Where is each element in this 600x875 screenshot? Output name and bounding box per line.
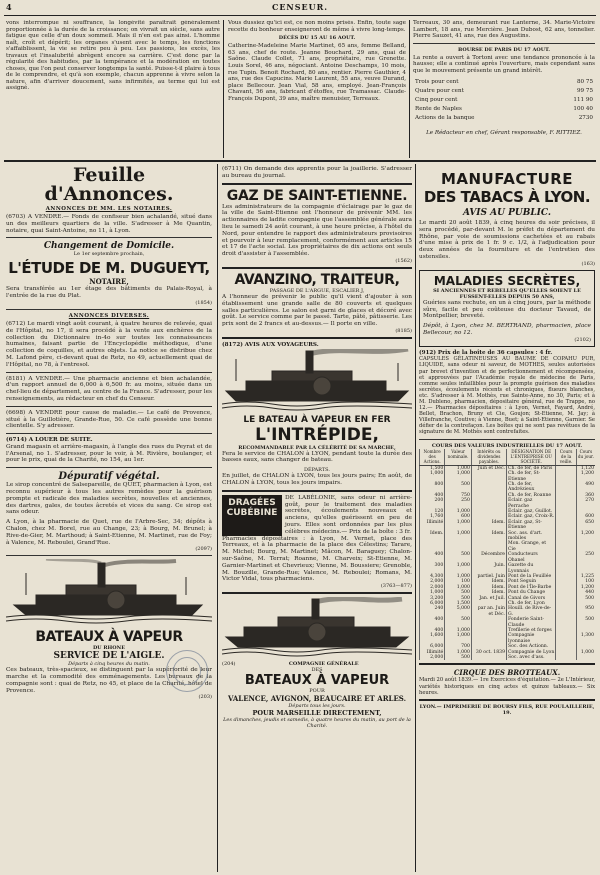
manufacture-title: MANUFACTURE <box>440 170 574 188</box>
column-rule <box>409 20 410 158</box>
table-cell: Pont Seguin <box>507 579 556 584</box>
table-cell <box>556 541 576 552</box>
table-cell: 1,000 <box>445 633 472 644</box>
table-cell <box>445 541 472 552</box>
maladies-text: Guéries sans rechute, en un à cinq jours, par la méthode sûre, facile et peu coûteuse du docteur Tavaud, de Montpellier, breveté. <box>423 299 591 320</box>
table-cell: Idem. <box>471 585 506 590</box>
table-cell: 500 <box>445 617 472 628</box>
change-domicile-date: Le 1er septembre prochain, <box>73 251 145 258</box>
table-cell: 500 <box>445 482 472 493</box>
rate-label: Rente de Naples <box>415 105 462 112</box>
announcements-title: Feuille d'Annonces. <box>44 166 174 205</box>
table-cell: Pont de l'Île-Barbe <box>507 585 556 590</box>
table-cell: 500 <box>445 552 472 563</box>
table-cell: 750 <box>445 493 472 498</box>
table-cell: 400 <box>420 493 445 498</box>
table-cell: Illimité <box>420 520 445 531</box>
rate-row <box>415 79 593 86</box>
table-row <box>420 498 596 509</box>
table-cell: 1,000 <box>576 650 595 655</box>
table-cell <box>556 617 576 628</box>
table-cell: Idem. <box>420 531 445 542</box>
depuratif-addresses: A Lyon, à la pharmacie de Quet, rue de l'Arbre-Sec, 34; dépôts à Chalon, chez M. Borel, rue au Change, 23; à Bourg, M. Brunel; à Rive-de-Gier, M. Marthoud; à Saint-Etienne, M. Martinet, rue de Foy; à Valence, M. Rebouleі, Grand'Rue. <box>6 519 212 546</box>
column-rule <box>217 164 218 872</box>
column-left <box>6 166 212 871</box>
table-cell: 100 <box>445 579 472 584</box>
table-cell: 650 <box>576 520 595 531</box>
table-cell <box>556 531 576 542</box>
table-cell: 490 <box>576 482 595 493</box>
table-cell <box>420 541 445 552</box>
avis-text: Le mardi 20 août 1839, à cinq heures du soir précises, il sera procédé, par-devant M. le préfet du département du Rhône, par voie de soumissions cachetées et au rabais d'une mise à prix de 1 fr. 9 c. 1/2, à l'adjudication pour deux années de la fourniture et de l'entretien des ustensiles. <box>419 220 595 260</box>
cours-table <box>419 449 595 661</box>
table-cell: 100 <box>576 579 595 584</box>
dragees-ad <box>222 495 412 536</box>
table-cell: Canal de Givors <box>507 596 556 601</box>
capsules-title: (912) Prix de la boîte de 36 capsules : 4 fr. <box>419 349 553 356</box>
table-cell: Ch. de fer, Andrézieux <box>507 482 556 493</box>
etude-title: L'ÉTUDE DE M. DUGUEYT, <box>8 259 210 278</box>
table-cell <box>471 541 506 552</box>
table-cell: 500 <box>445 590 472 595</box>
running-head <box>0 2 600 14</box>
table-row <box>420 633 596 644</box>
table-cell: 400 <box>420 617 445 628</box>
avanzino-number: (8185) <box>395 327 412 334</box>
rate-label: Quatre pour cent <box>415 87 464 94</box>
depuratif-number: (2097) <box>195 546 212 553</box>
diverse-section: ANNONCES DIVERSES. <box>68 312 150 319</box>
table-cell <box>556 520 576 531</box>
dragees-text: DE LABÉLONIE, sans odeur ni arrière-goût, pour le traitement des maladies secrètes, écoulements nouveaux et anciens, qu'elles guérissent en peu de jours. Elles sont ordonnées par les plus célèbres médecins.— Prix de la boîte : 3 fr. <box>285 494 412 535</box>
table-cell: Juin et Déc. <box>471 465 506 471</box>
aigle-subtitle: Départs à cinq heures du matin. <box>68 661 150 668</box>
table-cell: 270 <box>576 498 595 509</box>
aigle-text: Ces bateaux, très-spacieux, se distinguent par la supériorité de leur marche et la commodité des emménagements. Les bureaux de la compagnie sont : quai de Retz, no 45, et place de la Charité, hôtel de Provence. <box>6 667 212 694</box>
cours-header: DÉSIGNATION DE L'ENTREPRISE OU SOCIÉTÉ. <box>507 449 556 466</box>
top-left-text: vons interrompue ni souffrance, la longévité paraîtrait généralement proportionnée à la durée de la croissance; on vivrait un siècle, sans autre fatigue que celle d'un doux sommeil. Mais il n'en est pas ainsi. L'homme naît, croît et dépérit; les organes s'usent avec le temps, les fonctions s'affaiblissent, la vie se retire peu à peu. Les passions, les excès, les travaux et l'insalubrité abrègent encore sa carrière. C'est donc par la régularité des habitudes, par la tempérance et la modération en toutes choses, que l'on peut conserver longtemps la santé. Puisse-t-il plaire à tous de le comprendre, et qu'à son exemple, chacun apprenne à vivre selon la nature, afin d'arriver doucement, sans infirmités, au terme qui lui est assigné. <box>6 20 220 91</box>
rate-row <box>415 97 593 104</box>
maladies-title: MALADIES SECRÈTES, <box>433 273 581 288</box>
table-cell: partiel. Juin <box>471 574 506 579</box>
table-cell <box>471 617 506 628</box>
cours-title: COURS DES VALEURS INDUSTRIELLES DU 17 AOUT. <box>431 442 583 449</box>
table-cell: Ch. de fer, Lyon <box>507 601 556 606</box>
compagnie-title: COMPAGNIE GÉNÉRALE <box>288 661 359 668</box>
table-cell: 700 <box>445 644 472 649</box>
table-cell: Éclair. gaz, Croix-R. <box>508 514 555 520</box>
table-cell: Idem. <box>471 579 506 584</box>
table-cell: Pont de la Feuillée <box>507 574 556 579</box>
ad-8181: (8181) A VENDRE.— Une pharmacie ancienne et bien achalandée, d'un rapport annuel de 6,000 à 6,500 fr. au moins, située dans un chef-lieu de département, au centre de la France. S'adresser, pour les renseignements, au rédacteur en chef du Censeur. <box>6 375 212 402</box>
voyageurs-title: (8172) AVIS AUX VOYAGEURS. <box>222 341 319 348</box>
rate-value: 2730 <box>578 114 593 121</box>
etude-number: (1854) <box>195 299 212 306</box>
table-cell <box>556 655 576 660</box>
avis-number: (163) <box>581 260 595 267</box>
intrepide-heading: LE BATEAU À VAPEUR EN FER <box>243 414 391 425</box>
table-cell: Décembre <box>471 552 506 563</box>
table-cell: 360 <box>576 493 595 498</box>
rate-value: 111 90 <box>573 96 593 103</box>
table-cell: 1,000 <box>445 574 472 579</box>
table-cell: Compagnie de Lyon <box>508 649 555 655</box>
cours-header: Intérêts ou dividendes payables. <box>471 449 506 466</box>
table-cell: 200 <box>420 498 445 509</box>
table-cell: 1,300 <box>576 633 595 644</box>
table-cell: 1,000 <box>445 520 472 531</box>
compagnie-pour: POUR <box>309 688 325 695</box>
table-cell: Conducteurs Ohanel <box>507 552 556 563</box>
rate-row <box>415 88 593 95</box>
deaths-title: DÉCÈS DU 15 AU 16 AOUT. <box>278 35 356 42</box>
table-cell: Éclair. gaz, St-Étienne <box>507 520 556 531</box>
table-cell: Houill. de Rive-de-G. <box>507 606 556 617</box>
table-cell: 1,500 <box>420 465 445 471</box>
table-cell: 6,000 <box>420 601 445 606</box>
table-cell: Soc. avec d'ass. <box>507 655 556 660</box>
top-column-left <box>6 20 220 158</box>
table-cell: Gazette du Lyonnais <box>507 563 556 574</box>
steamboat-illustration <box>6 559 212 625</box>
table-cell: 600 <box>445 514 472 519</box>
compagnie-text: Les dimanches, jeudis et samedis, à quatre heures du matin, au port de la Charité. <box>223 717 411 730</box>
maladies-box <box>419 270 595 347</box>
bourse-title: BOURSE DE PARIS DU 17 AOUT. <box>458 46 550 53</box>
table-cell: 2,000 <box>420 585 445 590</box>
ad-6698: (6698) A VENDRE pour cause de maladie.— Le café de Provence, situé à la Guillotière, Grande-Rue, 50. Ce café possède une bonne clientelle. S'y adresser. <box>6 409 212 430</box>
table-cell: Mon. Grange, et Cie <box>507 541 556 552</box>
imprint: LYON.— IMPRIMERIE DE BOURSY FILS, RUE POULAILLERIE, 19. <box>419 703 595 716</box>
departs-text: En juillet, de CHALON à LYON, tous les jours pairs; En août, de CHALON à LYON, tous les jours impairs. <box>222 473 412 486</box>
table-cell: 1,200 <box>576 471 595 482</box>
bourse-note: La rente a ouvert à Tortoni avec une tendance prononcée à la hausse; elle a continué après l'ouverture, mais cependant sans que le mouvement présente un grand intérêt. <box>413 54 595 74</box>
table-cell: 1,120 <box>576 465 595 471</box>
change-domicile-title: Changement de Domicile. <box>43 241 175 252</box>
table-cell: 2,000 <box>420 655 445 660</box>
table-cell: 1,000 <box>445 628 472 633</box>
table-cell: Trefilerie et forges <box>507 628 556 633</box>
avanzino-text: A l'honneur de prévenir le public qu'il vient d'ajouter à son établissement une grande salle de 80 couverts et quelques salles particulières. Le salon est garni de glaces et décoré avec goût. Le service comme par le passé. Tarte, pâté, pâtisserie. Les prix sont de 2 francs et au-dessus.— Il porte en ville. <box>222 293 412 328</box>
deaths-continued: Terreaux, 30 ans, demeurant rue Lanterne, 34. Marie-Victoire Lambert, 18 ans, rue Mercière. Jean Dubost, 62 ans, tonnelier. Pierre Sauzet, 41 ans, rue des Augustins. <box>413 20 595 40</box>
table-cell: Ch. de fer, de Paris <box>507 465 556 471</box>
top-rule <box>4 15 596 16</box>
table-cell: 1,760 <box>420 514 445 519</box>
table-cell: 400 <box>420 552 445 563</box>
table-cell: Ch. de fer, Roanne <box>507 493 556 498</box>
table-cell: Éclair. gaz Perrache <box>507 498 556 509</box>
table-row <box>420 531 596 542</box>
avanzino-title: AVANZINO, TRAITEUR, <box>234 271 400 288</box>
table-row <box>420 541 596 552</box>
table-cell: 1,000 <box>445 471 472 482</box>
gaz-text: Les administrateurs de la compagnie d'éclairage par le gaz de la ville de Saint-Etienne ont l'honneur de prévenir MM. les actionnaires de ladite compagnie que l'assemblée générale aura lieu le samedi 24 août courant, à une heure précise, à l'hôtel du Nord, pour entendre le rapport des administrateurs provisoires et pourvoir à leur remplacement, conformément aux articles 15 et 17 de l'acte social. Les propriétaires de dix actions ont seuls droit d'assister à l'assemblée. <box>222 203 412 258</box>
rhone-label: DU RHONE <box>92 645 126 652</box>
table-row <box>420 563 596 574</box>
bourse-rates <box>413 77 595 124</box>
table-cell: Compagnie lyonnaise <box>507 633 556 644</box>
table-cell <box>471 471 506 482</box>
bateaux-title: BATEAUX À VAPEUR <box>35 629 183 646</box>
table-cell: Pont du Change <box>507 590 556 595</box>
table-cell: Ch. de fer, St-Etienne <box>507 471 556 482</box>
table-cell: 1,225 <box>576 574 595 579</box>
gaz-number: (1562) <box>395 257 412 264</box>
table-cell: 1,000 <box>420 471 445 482</box>
table-cell: 500 <box>576 617 595 628</box>
table-cell: 240 <box>420 606 445 617</box>
table-cell <box>471 498 506 509</box>
page-number: 4 <box>6 2 12 12</box>
table-row <box>420 617 596 628</box>
table-cell: 250 <box>445 498 472 509</box>
departs-label: DÉPARTS. <box>303 467 331 474</box>
compagnie-cities: VALENCE, AVIGNON, BEAUCAIRE ET ARLES. <box>227 694 407 704</box>
table-cell: Idem. <box>471 520 506 531</box>
table-cell: 6,000 <box>420 644 445 649</box>
table-cell: Illimité <box>420 650 445 655</box>
table-cell: 1,000 <box>445 531 472 542</box>
top-column-middle <box>228 20 406 158</box>
table-row <box>420 655 596 660</box>
table-row <box>420 482 596 493</box>
ad-6714: Grand magasin et arrière-magasin, à l'angle des rues du Peyrat et de l'Arsenal, no 1. S'adresser, pour le voir, à M. Rivière, boulanger, et pour le prix, quai de la Charité, no 154, au 1er. <box>6 443 212 464</box>
table-cell <box>556 471 576 482</box>
table-cell: 30 oct. 1839 <box>471 650 506 655</box>
table-cell: 2,000 <box>420 579 445 584</box>
rate-label: Cinq pour cent <box>415 96 458 103</box>
capsules-text: CAPSULES GÉLATINEUSES AU BAUME DE COPAHU PUR, LIQUIDE, sans odeur ni saveur, de MOTHES, seules autorisées par brevet d'invention et de perfectionnement et récompensées, et approuvées par l'Académie royale de médecine de Paris, comme seules infaillibles pour la prompte guérison des maladies secrètes, écoulements récents et chroniques, flueurs blanches, etc. S'adresser à M. Mothès, rue Sainte-Anne, no 30, Paris; et à M. Dubleno, pharmacien, dépositaire général, rue de Trappe, no 12.— Pharmacies dépositaires : à Lyon, Vernet, Fayard, André, Bellet, Brachon, Bruny et Cie, Goujon; St-Etienne, M. Jay; à Villefranche, Coutive; à Vienne, Buet; à Saint-Etienne, Garnier. Se défier de la contrefaçon. Les boîtes qui ne sont pas revêtues de la signature de M. Mothès sont contrefaites. <box>419 356 595 436</box>
rate-value: 100 40 <box>573 105 593 112</box>
ad-6714-title: (6714) A LOUER DE SUITE. <box>6 437 93 444</box>
rate-row <box>415 115 593 122</box>
cours-header: Cours de la veille. <box>556 449 576 466</box>
aigle-number: (203) <box>198 694 212 701</box>
table-cell: 500 <box>445 596 472 601</box>
intrepide-name: L'INTRÉPIDE, <box>255 424 379 445</box>
maladies-number: (2102) <box>574 336 591 343</box>
avis-title: AVIS AU PUBLIC. <box>462 208 552 218</box>
cours-header: Valeur nominale. <box>445 449 472 466</box>
table-cell: 500 <box>576 596 595 601</box>
compagnie-steamboat-illustration <box>222 597 412 657</box>
compagnie-marseille: POUR MARSEILLE DIRECTEMENT, <box>252 709 382 718</box>
table-cell: par an. Juin et Déc. <box>471 606 506 617</box>
table-cell: 3,200 <box>420 596 445 601</box>
table-cell: Idem. <box>471 590 506 595</box>
rate-label: Trois pour cent <box>415 78 459 85</box>
table-row <box>420 552 596 563</box>
column-right <box>419 166 595 871</box>
ad-6703: (6703) A VENDRE.— Fonds de confiseur bien achalandé, situé dans un des meilleurs quartiers de la ville. S'adresser à Me Quantin, notaire, quai Saint-Antoine, no 11, à Lyon. <box>6 214 212 234</box>
column-middle <box>222 166 412 871</box>
editor-signature: Le Rédacteur en chef, Gérant responsable, F. RITTIEZ. <box>426 129 582 136</box>
library-stamp <box>166 650 208 692</box>
table-cell: Jan. et Juil. <box>471 596 506 601</box>
masthead: CENSEUR. <box>271 2 329 12</box>
rate-row <box>415 106 593 113</box>
rate-label: Actions de la banque <box>415 114 475 121</box>
maladies-depot: Dépôt, à Lyon, chez M. BERTRAND, pharmacien, place Bellecour, no 12. <box>423 323 591 336</box>
table-cell <box>556 606 576 617</box>
table-cell <box>576 541 595 552</box>
table-cell <box>556 482 576 493</box>
section-rule <box>4 160 596 162</box>
dragees-logo: DRAGÉES CUBÉBINE <box>222 495 282 536</box>
rate-value: 99 75 <box>576 87 593 94</box>
table-cell: 1,000 <box>445 650 472 655</box>
table-cell: 500 <box>445 655 472 660</box>
rate-value: 80 75 <box>576 78 593 85</box>
intrepide-text: Fera le service de CHALON à LYON, pendant toute la durée des basses eaux, sans changer de bateau. <box>222 450 412 464</box>
table-cell: 950 <box>576 606 595 617</box>
table-cell: 300 <box>420 563 445 574</box>
table-cell <box>556 633 576 644</box>
table-row <box>420 606 596 617</box>
column-rule <box>415 164 416 872</box>
table-cell: 1,200 <box>576 585 595 590</box>
table-cell: 120 <box>420 509 445 514</box>
compagnie-bateaux: BATEAUX À VAPEUR <box>244 673 390 689</box>
column-rule <box>223 20 224 158</box>
table-cell: Idem. <box>471 531 506 542</box>
table-cell: 600 <box>576 514 595 519</box>
intrepide-subtitle: RECOMMANDABLE PAR LA CÉLÉRITÉ DE SA MARCHE, <box>238 444 396 451</box>
table-cell <box>556 498 576 509</box>
ad-6711: (6711) On demande des apprentis pour la joaillerie. S'adresser au bureau du journal. <box>222 166 412 179</box>
table-cell: 1,500 <box>445 601 472 606</box>
table-cell <box>556 563 576 574</box>
deaths-list: Catherine-Madeleine Marie Martinet, 65 ans, femme Belland, 63 ans, chef de route. Jeanne Bouchard, 29 ans, quai de Saône. Claude Collet, 71 ans, propriétaire, rue Grenette. Louis Sorel, 46 ans, négociant. Antoine Deschamps, 10 mois, rue Tupin. Benoit Rochard, 80 ans, rentier. Pierre Gauthier, 4 ans, rue des Capucins. Marie Laurent, 55 ans, veuve Durand, place Bellecour. Jean Vial, 58 ans, employé. Jean-François Chavant, 56 ans, fabricant d'étoffes, rue Tramassac. Claude-François Dupont, 39 ans, maître menuisier, Terreaux. <box>228 43 406 102</box>
table-cell: 1,200 <box>576 531 595 542</box>
intrepide-illustration <box>222 349 412 411</box>
table-cell: 1,000 <box>445 509 472 514</box>
compagnie-des: DES <box>311 667 323 674</box>
table-cell: Soc. ass. d'art. mobiles <box>507 531 556 542</box>
ad-6712: (6712) Le mardi vingt août courant, à quatre heures de relevée, quai de l'Hôpital, no 17, il sera procédé à la vente aux enchères de la collection du Dictionnaire in-4o sur toutes les connaissances humaines, faisant partie de l'Encyclopédie méthodique, d'une collection de coquilles, et autres objets. La notice se distribue chez M. Lafond père, ci-devant quai de Retz, no 49, actuellement quai de l'Hôpital, no 78, à l'entresol. <box>6 320 212 368</box>
table-row <box>420 520 596 531</box>
table-cell: Éclair. gaz, Guillot. <box>507 509 556 514</box>
table-cell: 1,000 <box>445 465 472 471</box>
table-cell: 400 <box>420 628 445 633</box>
table-cell <box>576 655 595 660</box>
table-cell <box>576 563 595 574</box>
notaries-section: ANNONCES DE MM. LES NOTAIRES. <box>45 206 173 212</box>
top-column-right <box>413 20 595 158</box>
table-cell: Juin. <box>471 563 506 574</box>
depuratif-text: Le sirop concentré de Salsepareille, de QUET, pharmacien à Lyon, est reconnu supérieur à tous les autres remèdes pour la guérison prompte et radicale des maladies secrètes, nouvelles et anciennes, des dartres, gales, de toutes âcretés et vices du sang. Ce sirop est sans odeur. <box>6 482 212 516</box>
maladies-subtitle: SI ANCIENNES ET REBELLES QU'ELLES SOIENT LE FUSSENT-ELLES DEPUIS 50 ANS, <box>433 287 581 300</box>
table-cell: 1,000 <box>445 563 472 574</box>
dragees-depots: Pharmacies dépositaires : à Lyon, M. Vernet, place des Terreaux, et à la pharmacie de la place des Célestins; Tarare, M. Michel; Bourg, M. Martinet; Mâcon, M. Baraguey; Chalon-sur-Saône, M. Terrat; Roanne, M. Charveix; St-Etienne, M. Garnier-Martinet et Chevrieux; Vienne, M. Boussiere; Grenoble, M. Bouzille, Grande-Rue; Valence, M. Rebouleі; Romans, M. Victor Vidal, tous pharmaciens. <box>222 535 412 583</box>
table-cell <box>471 633 506 644</box>
tabacs-title: DES TABACS À LYON. <box>423 188 591 206</box>
table-cell: 440 <box>576 590 595 595</box>
avanzino-subtitle: PASSAGE DE L'ARGUE, ESCALIER J, <box>269 287 365 294</box>
compagnie-number: (204) <box>222 661 236 668</box>
table-cell: 1,000 <box>420 590 445 595</box>
table-cell: Soc. des Actionn. <box>507 644 556 649</box>
table-cell <box>556 552 576 563</box>
table-cell: 800 <box>420 482 445 493</box>
table-cell <box>471 482 506 493</box>
dragees-number: (3763—877) <box>380 583 412 590</box>
cirque-text: Mardi 20 août 1839.— 1re Exercices d'équitation.— 2e L'Intérieur, variétés historiques en cinq actes et quinze tableaux.— Six heures. <box>419 677 595 696</box>
table-cell <box>471 655 506 660</box>
etude-text: Sera transférée au 1er étage des bâtiments du Palais-Royal, à l'entrée de la rue du Plat. <box>6 286 212 300</box>
cours-header: Nombre des Actions. <box>420 449 445 466</box>
gaz-title: GAZ DE SAINT-ETIENNE. <box>226 187 408 204</box>
table-row <box>420 471 596 482</box>
compagnie-departs: Départs tous les jours. <box>288 703 346 710</box>
cirque-title: CIRQUE DES BROTTEAUX. <box>453 668 561 678</box>
table-cell: 250 <box>576 552 595 563</box>
top-middle-intro: Vous dussiez qu'ici est, ce non moins prisés. Enfin, toute sage recette du bonheur enseigneront de même à vivre long-temps. <box>228 20 406 33</box>
table-cell: 1,000 <box>445 585 472 590</box>
table-cell: 5,000 <box>445 606 472 617</box>
table-cell: 1,600 <box>420 633 445 644</box>
table-cell: Fonderie Saint-Claude <box>507 617 556 628</box>
table-cell: 4,300 <box>420 574 445 579</box>
aigle-title: SERVICE DE L'AIGLE. <box>53 651 165 662</box>
notaire-label: NOTAIRE, <box>89 277 129 287</box>
depuratif-title: Dépuratif végétal. <box>58 471 160 483</box>
cours-header: Cours du jour. <box>576 449 595 466</box>
